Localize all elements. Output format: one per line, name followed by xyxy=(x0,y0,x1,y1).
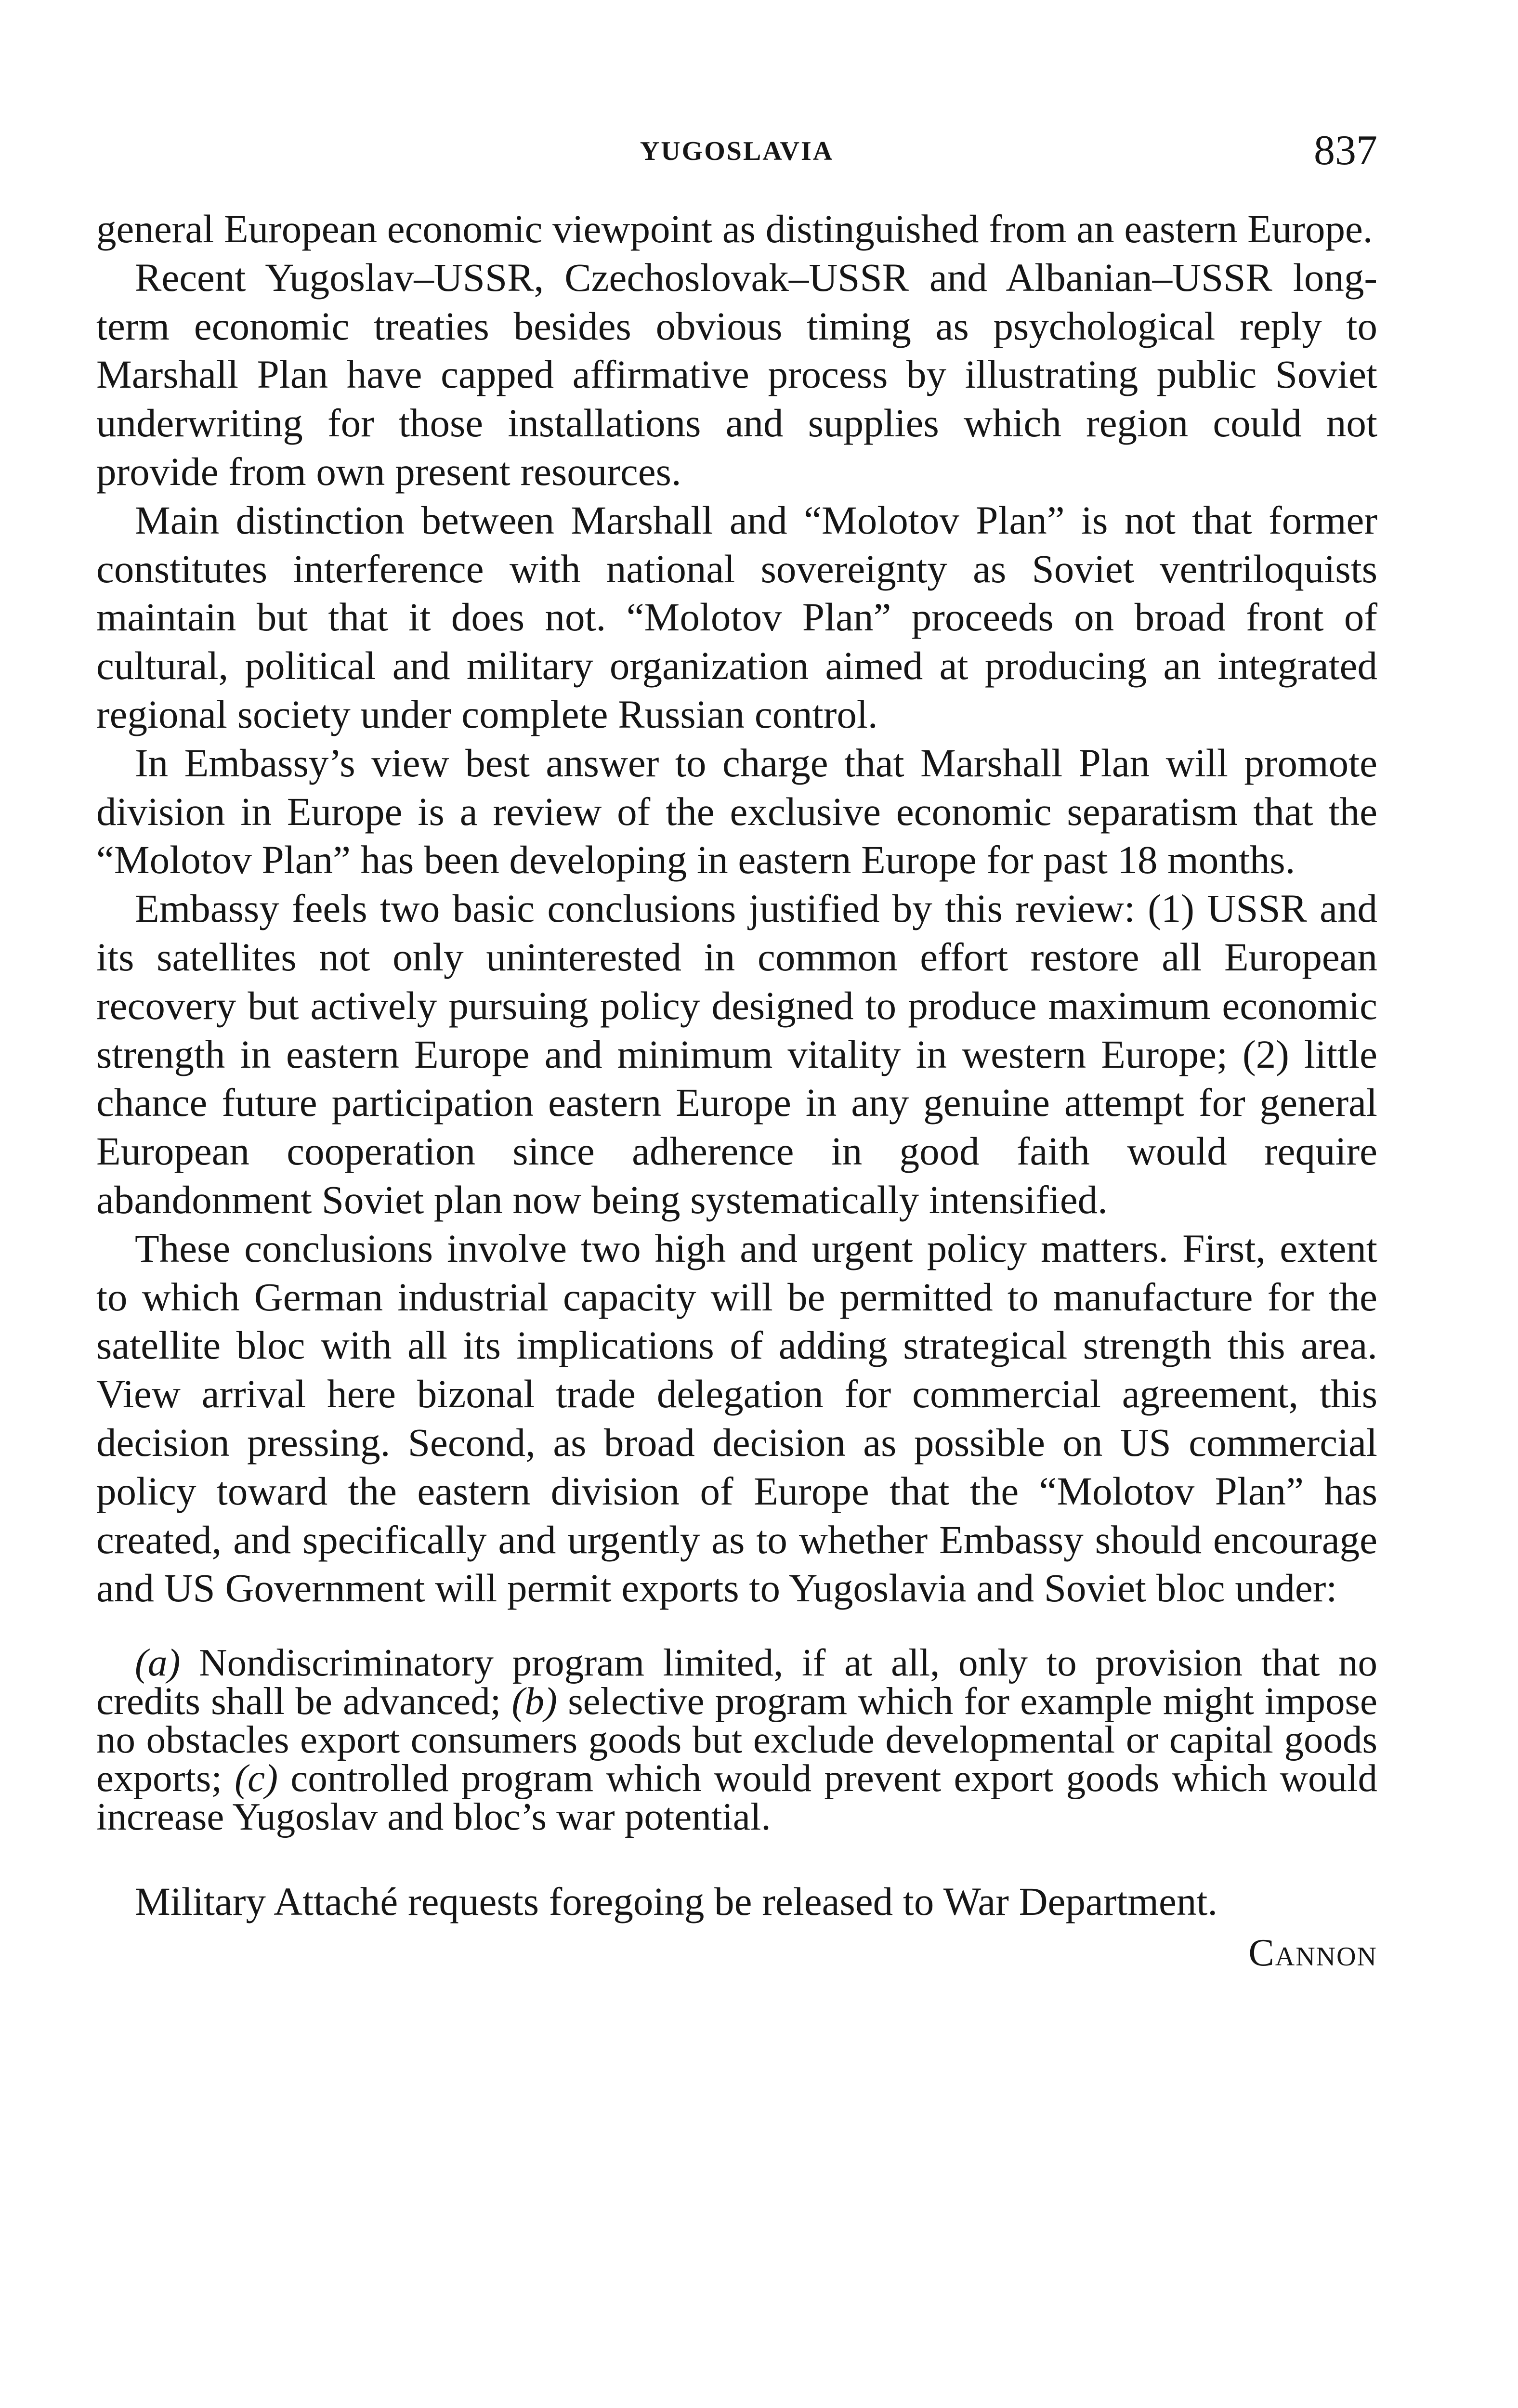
running-head: YUGOSLAVIA xyxy=(640,136,834,166)
signature: Cannon xyxy=(1248,1931,1377,1974)
page-number: 837 xyxy=(1314,127,1377,174)
option-a-text: Nondiscriminatory program limited, if at all, only to provision that no credits shall be advanced; xyxy=(96,1641,1377,1723)
closing-line: Military Attaché requests foregoing be released to War Department. xyxy=(135,1879,1218,1924)
policy-options-quote xyxy=(96,1641,1377,1839)
paragraph-conclusions: Embassy feels two basic conclusions justified by this review: (1) USSR and its satellites not only uninterested in common effort restore all European recovery but actively pursuing policy designed to produce maximum economic strength in eastern Europe and minimum vitality in western Europe; (2) little chance future participation eastern Europe in any genuine attempt for general European cooperation since adherence in good faith would require abandonment Soviet plan now being systematically intensified. xyxy=(96,886,1377,1222)
option-b-label: (b) xyxy=(511,1679,557,1723)
page-header xyxy=(96,129,1377,177)
body-text xyxy=(96,205,1377,1977)
paragraph-molotov-plan: Main distinction between Marshall and “Molotov Plan” is not that former constitutes interference with national sovereignty as Soviet ventriloquists maintain but that it does not. “Molotov Plan” proceeds on broad front of cultural, political and military organization aimed at producing an integrated regional society under complete Russian control. xyxy=(96,497,1377,736)
paragraph-embassy-view: In Embassy’s view best answer to charge that Marshall Plan will promote division in Europe is a review of the exclusive economic separatism that the “Molotov Plan” has been developing in eastern Europe for past 18 months. xyxy=(96,740,1377,882)
paragraph-policy-matters: These conclusions involve two high and urgent policy matters. First, extent to which German industrial capacity will be permitted to manufacture for the satellite bloc with all its implications of adding strategical strength this area. View arrival here bizonal trade delegation for commercial agreement, this decision pressing. Second, as broad decision as possible on US commercial policy toward the eastern division of Europe that the “Molotov Plan” has created, and specifically and urgently as to whether Embassy should encourage and US Government will permit exports to Yugoslavia and Soviet bloc under: xyxy=(96,1226,1377,1610)
paragraph-treaties: Recent Yugoslav–USSR, Czechoslovak–USSR and Albanian–USSR long-term economic treaties besides obvious timing as psychological reply to Marshall Plan have capped affirmative process by illustrating public Soviet underwriting for those installations and supplies which region could not provide from own present resources. xyxy=(96,255,1377,494)
option-b-text: selective program which for example might impose no obstacles export consumers goods but exclude developmental or capital goods exports; xyxy=(96,1679,1377,1800)
option-c-label: (c) xyxy=(235,1756,278,1800)
paragraph-continuation: general European economic viewpoint as distinguished from an eastern Europe. xyxy=(96,207,1373,251)
option-c-text: controlled program which would prevent export goods which would increase Yugoslav and bloc’s war potential. xyxy=(96,1756,1377,1839)
option-a-label: (a) xyxy=(135,1641,181,1685)
